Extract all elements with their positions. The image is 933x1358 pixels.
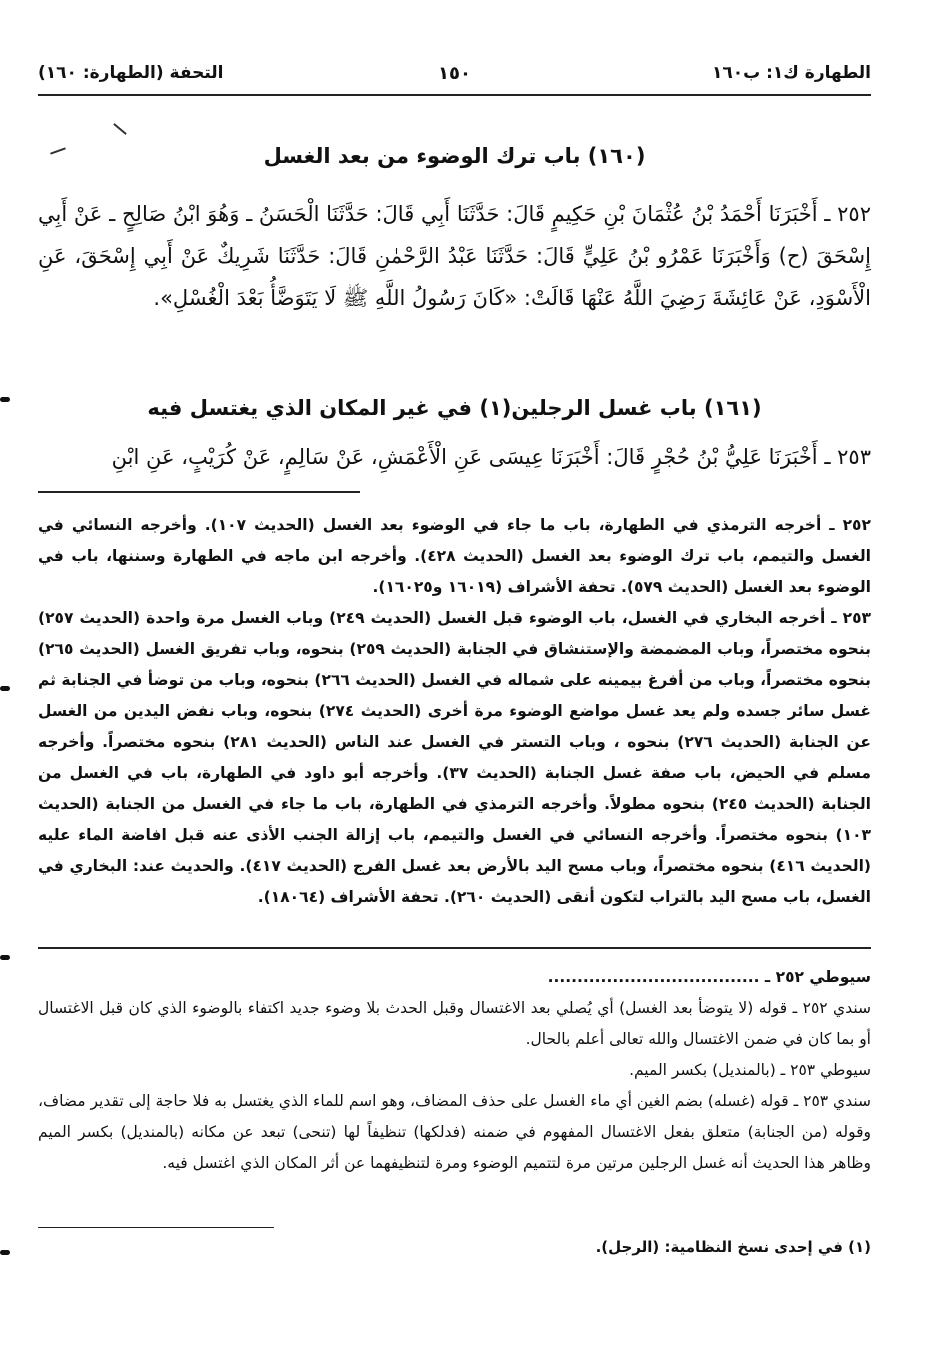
chapter-161-title: (١٦١) باب غسل الرجلين(١) في غير المكان الذي يغتسل فيه bbox=[147, 396, 762, 420]
page-number: ١٥٠ bbox=[438, 63, 471, 84]
running-header bbox=[38, 63, 871, 91]
scan-margin-mark bbox=[0, 686, 10, 691]
scan-margin-mark bbox=[0, 955, 10, 960]
scan-margin-mark bbox=[0, 1250, 10, 1255]
hadith-253: ٢٥٣ ـ أَخْبَرَنَا عَلِيُّ بْنُ حُجْرٍ قَالَ: أَخْبَرَنَا عِيسَى عَنِ الْأَعْمَشِ، عَنْ سَالِمٍ، عَنْ كُرَيْبٍ، عَنِ ابْنِ bbox=[111, 445, 871, 469]
header-tuhfa-ref: التحفة (الطهارة: ١٦٠) bbox=[38, 63, 224, 83]
footnote-separator bbox=[38, 1227, 274, 1228]
hadith-252-text bbox=[38, 193, 871, 319]
matn-separator bbox=[38, 491, 360, 493]
takhrij-notes bbox=[38, 510, 871, 913]
footnote: (١) في إحدى نسخ النظامية: (الرجل). bbox=[595, 1238, 871, 1256]
takhrij-253: ٢٥٣ ـ أخرجه البخاري في الغسل، باب الوضوء قبل الغسل (الحديث ٢٤٩) وباب الغسل مرة واحدة (الحديث ٢٥٧) بنحوه مختصراً، وباب المضمضة والإستنشاق في الجنابة (الحديث ٢٥٩) بنحوه، وباب تفريق الغسل (الحديث ٢٦٥) بنحوه مختصراً، وباب من أفرغ بيمينه على شماله في الغسل (الحديث ٢٦٦) بنحوه، وباب من توضأ في الجنابة ثم غسل سائر جسده ولم يعد غسل مواضع الوضوء مرة أخرى (الحديث ٢٧٤) بنحوه، وباب نفض اليدين من الغسل عن الجنابة (الحديث ٢٧٦) بنحوه ، وباب التستر في الغسل عند الناس (الحديث ٢٨١) بنحوه مختصراً. وأخرجه مسلم في الحيض، باب صفة غسل الجنابة (الحديث ٣٧). وأخرجه أبو داود في الطهارة، باب في الغسل من الجنابة (الحديث ٢٤٥) بنحوه مطولاً. وأخرجه الترمذي في الطهارة، باب ما جاء في الغسل من الجنابة (الحديث ١٠٣) بنحوه مختصراً. وأخرجه النسائي في الغسل والتيمم، باب إزالة الجنب الأذى عنه قبل افاضة الماء عليه (الحديث ٤١٦) بنحوه مختصراً، وباب مسح اليد بالأرض بعد غسل الفرج (الحديث ٤١٧). والحديث عند: البخاري في الغسل، باب مسح اليد بالتراب لتكون أنقى (الحديث ٢٦٠). تحفة الأشراف (١٨٠٦٤). bbox=[38, 609, 872, 906]
sharh-separator bbox=[38, 947, 871, 949]
page bbox=[38, 0, 871, 1358]
hadith-253-text bbox=[38, 436, 871, 478]
chapter-160-title: (١٦٠) باب ترك الوضوء من بعد الغسل bbox=[263, 144, 646, 168]
scan-margin-mark bbox=[0, 397, 10, 402]
suyuti-253: سيوطي ٢٥٣ ـ (بالمنديل) بكسر الميم. bbox=[629, 1061, 871, 1079]
takhrij-252: ٢٥٢ ـ أخرجه الترمذي في الطهارة، باب ما جاء في الوضوء بعد الغسل (الحديث ١٠٧). وأخرجه النسائي في الغسل والتيمم، باب ترك الوضوء بعد الغسل (الحديث ٤٢٨). وأخرجه ابن ماجه في الطهارة وسننها، باب في الوضوء بعد الغسل (الحديث ٥٧٩). تحفة الأشراف (١٦٠١٩ و١٦٠٢٥). bbox=[38, 516, 871, 596]
sindi-253: سندي ٢٥٣ ـ قوله (غسله) بضم الغين أي ماء الغسل على حذف المضاف، وهو اسم للماء الذي يغتسل به فلا حاجة إلى تقدير مضاف، وقوله (من الجنابة) متعلق بفعل الاغتسال المفهوم في ضمنه (فدلكها) تنظيفاً لها (تنحى) تبعد عن مكانه (بالمنديل) بكسر الميم وظاهر هذا الحديث أنه غسل الرجلين مرتين مرة لتتميم الوضوء ومرة لتنظيفهما عن أثر المكان الذي اغتسل فيه. bbox=[38, 1092, 871, 1172]
hadith-252: ٢٥٢ ـ أَخْبَرَنَا أَحْمَدُ بْنُ عُثْمَانَ بْنِ حَكِيمٍ قَالَ: حَدَّثَنَا أَبِي قَالَ: حَدَّثَنَا الْحَسَنُ ـ وَهُوَ ابْنُ صَالِحٍ ـ عَنْ أَبِي إِسْحَقَ (ح) وَأَخْبَرَنَا عَمْرُو بْنُ عَلِيٍّ قَالَ: حَدَّثَنَا عَبْدُ الرَّحْمٰنِ قَالَ: حَدَّثَنَا شَرِيكٌ عَنْ أَبِي إِسْحَقَ، عَنِ الْأَسْوَدِ، عَنْ عَائِشَةَ رَضِيَ اللَّهُ عَنْهَا قَالَتْ: «كَانَ رَسُولُ اللَّهِ ﷺ لَا يَتَوَضَّأُ بَعْدَ الْغُسْلِ». bbox=[38, 202, 871, 310]
sindi-252: سندي ٢٥٢ ـ قوله (لا يتوضأ بعد الغسل) أي يُصلي بعد الاغتسال وقبل الحدث بلا وضوء جديد اكتفاء بالوضوء الذي كان قبل الاغتسال أو بما كان في ضمن الاغتسال والله تعالى أعلم بالحال. bbox=[38, 999, 871, 1048]
header-rule bbox=[38, 94, 871, 96]
sharh-notes bbox=[38, 962, 871, 1179]
suyuti-252: سيوطي ٢٥٢ ـ .................................... bbox=[547, 968, 871, 986]
header-chapter-ref: الطهارة ك١: ب١٦٠ bbox=[711, 63, 871, 83]
